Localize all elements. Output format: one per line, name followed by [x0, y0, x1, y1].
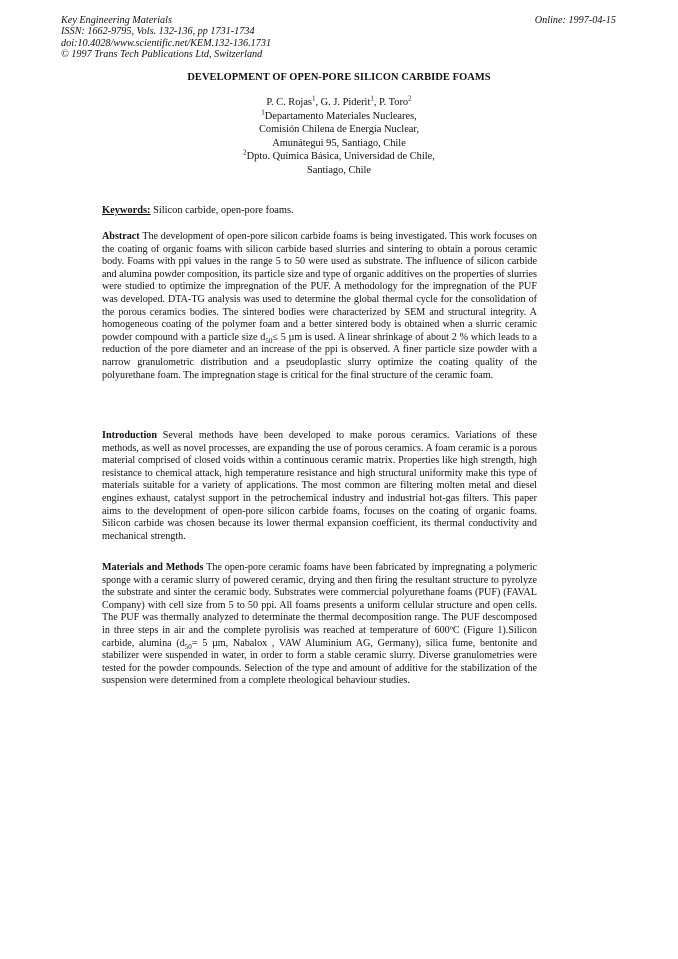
authors-block [0, 96, 678, 177]
affiliation-marker: 1 [261, 108, 265, 117]
methods-paragraph [102, 562, 537, 688]
doi-line[interactable]: doi:10.4028/www.scientific.net/KEM.132-136.1731 [61, 37, 272, 49]
affiliation-marker: 2 [243, 148, 247, 157]
introduction-text: Several methods have been developed to make porous ceramics. Variations of these methods, as well as novel processes, are expanding the use of porous ceramics. A foam ceramic is a porous material comprised of closed voids within a continuous ceramic matrix. Properties like high strength, high resistance to chemical attack, high temperature resistance and high structural uniformity make this type of materials suitable for a variety of applications. The most common are filtering molten metal and diesel engines exhaust, catalyst support in the petrochemical industry and industrial hot-gas filters. This paper aims to the development of open-pore silicon carbide foams, focuses on the coating of organic foams. Silicon carbide was chosen because its lower thermal expansion coefficient, its thermal conductivity and mechanical strength. [102, 430, 537, 542]
abstract-heading: Abstract [102, 231, 140, 242]
introduction-paragraph [102, 430, 537, 543]
affiliation-line: $^2$Dpto. Química Básica, Universidad de Chile, [243, 148, 435, 162]
introduction-heading: Introduction [102, 430, 157, 441]
methods-text: = 5 µm, Nabalox , VAW Aluminium AG, Germany), silica fume, bentonite and stabilizer were suspended in water, in order to form a stable ceramic slurry. Diverse granulometries were tested for the powder compounds. Selection of the type and amount of additive for the stabilization of the suspension were determined from a complete rheological behaviour studies. [102, 637, 538, 687]
paper-title: DEVELOPMENT OF OPEN-PORE SILICON CARBIDE FOAMS [187, 72, 491, 83]
author-line [0, 96, 678, 110]
keywords-label: Keywords: [102, 205, 151, 216]
methods-text: The open-pore ceramic foams have been fabricated by impregnating a polymeric sponge with a ceramic slurry of powered ceramic, drying and then firing the resultant structure to pyrolyze the substrate and sinter the ceramic body. Substrates were commercial polyurethane foams (PUF) (FAVAL Company) with cell size from 5 to 50 ppi. All foams presents a uniform cellular structure and open cells. The PUF was thermally analyzed to determinate the thermal decomposition range. The PUF descomposed in three steps in air and the complete pyrolisis was reached at temperature of 600ºC (Figure 1).Silicon carbide, alumina (d [102, 562, 538, 649]
subscript: 50 [184, 642, 192, 651]
affiliation-line: Santiago, Chile [306, 164, 372, 176]
publication-meta [61, 15, 271, 60]
methods-heading: Materials and Methods [102, 562, 204, 573]
affiliation-line: $^1$Departamento Materiales Nucleares, [261, 108, 417, 122]
copyright-line: © 1997 Trans Tech Publications Ltd, Switzerland [61, 48, 263, 60]
abstract-text: The development of open-pore silicon carbide foams is being investigated. This work focuses on the coating of organic foams with silicon carbide based slurries and sintering to obtain a porous ceramic body. Foams with ppi values in the range 5 to 50 were used as substrate. The influence of silicon carbide and alumina powder composition, its particle size and type of organic additives on the properties of slurries were studied to optimize the impregnation of the PUF. A methodology for the impregnation of the PUF was developed. DTA-TG analysis was used to determine the global thermal cycle for the consolidation of the porous ceramics bodies. The sintered bodies were characterized by SEM and structural integrity. A homogeneous coating of the polymer foam and a better sintered body is obtained when a slurric ceramic powder compound with a particle size d [102, 231, 537, 343]
subscript: 50 [265, 336, 273, 345]
author-name: , G. J. Piderit [315, 97, 371, 108]
abstract-text: ≤ 5 µm is used. A linear shrinkage of about 2 % which leads to a reduction of the pore diameter and an increase of the ppi is observed. A finer particle size powder with a narrow granulometric distribution and a pseudoplastic slurry optimize the coating quality of the polyurethane foam. The impregnation stage is critical for the final structure of the ceramic foam. [102, 331, 538, 381]
keywords-text: Silicon carbide, open-pore foams. [150, 205, 294, 216]
keywords [102, 205, 294, 216]
author-name: , P. Toro [373, 97, 409, 108]
affiliation-marker: 2 [408, 94, 412, 103]
affiliation-line: Comisión Chilena de Energía Nuclear, [258, 124, 420, 135]
affiliation-marker: 1 [370, 94, 374, 103]
abstract-paragraph [102, 231, 537, 382]
issn-line: ISSN: 1662-9795, Vols. 132-136, pp 1731-1734 [61, 26, 255, 38]
affiliation-marker: 1 [311, 94, 316, 103]
journal-name: Key Engineering Materials [61, 15, 172, 26]
author-name: P. C. Rojas [266, 97, 312, 108]
affiliation-line: Amunátegui 95, Santiago, Chile [272, 137, 406, 149]
online-date: Online: 1997-04-15 [534, 15, 616, 26]
